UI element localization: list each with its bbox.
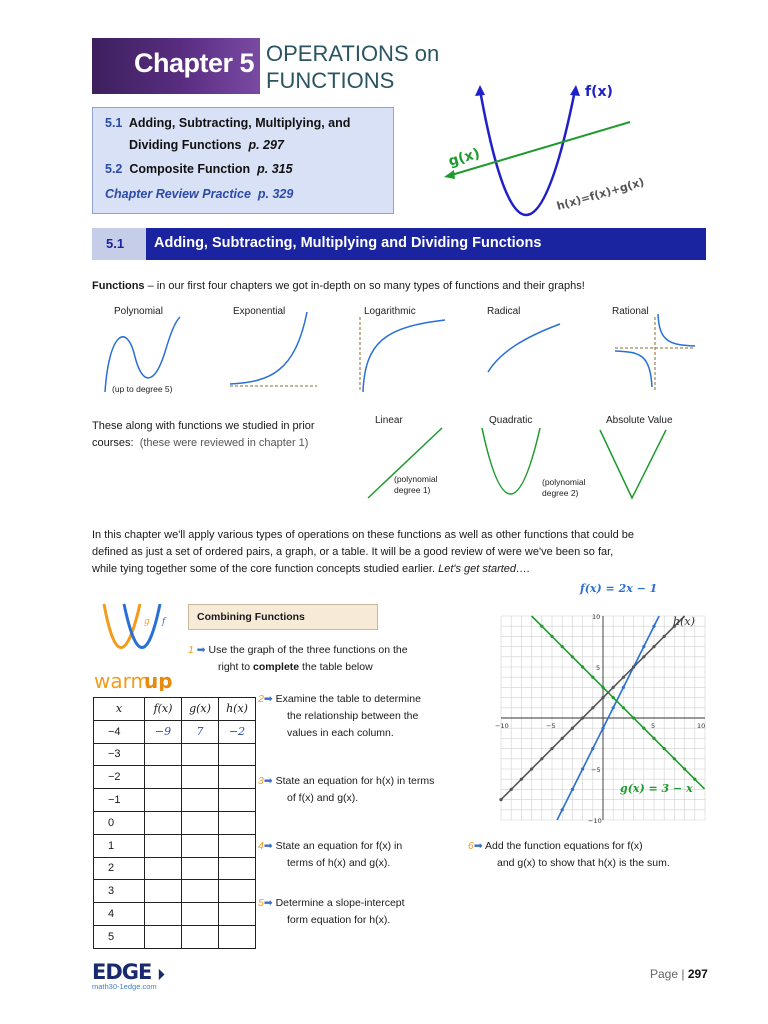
series-point (510, 788, 513, 791)
svg-text:g: g (144, 617, 150, 627)
arrow-icon: ➡ (196, 644, 206, 656)
function-types-row1 (95, 312, 735, 402)
series-point (581, 716, 584, 719)
series-point (642, 727, 645, 730)
header-f: f(x) (145, 698, 182, 721)
tick-label: −5 (591, 766, 601, 774)
series-point (561, 645, 564, 648)
series-point (622, 686, 625, 689)
tick-label: −5 (546, 722, 556, 730)
series-point (601, 727, 604, 730)
table-row: 0 (94, 811, 256, 834)
label-quadratic: Quadratic (489, 415, 533, 426)
series-point (663, 747, 666, 750)
label-rational: Rational (612, 306, 649, 317)
radical-curve (488, 324, 560, 372)
combining-functions-header: Combining Functions (188, 604, 378, 630)
table-row: −3 (94, 743, 256, 766)
chapter-title (266, 40, 439, 94)
label-radical: Radical (487, 306, 521, 317)
step-5: 5➡ Determine a slope-intercept form equation for h(x). (258, 897, 405, 926)
chapter-title-line2: FUNCTIONS (266, 68, 395, 93)
chapter-label: Chapter 5 (134, 48, 255, 78)
table-row: 4 (94, 903, 256, 926)
series-point (591, 676, 594, 679)
hero-graph (430, 80, 680, 220)
warmup-text-up: up (144, 669, 173, 691)
step-4: 4➡ State an equation for f(x) in terms of h(x) and g(x). (258, 840, 403, 869)
quadratic-curve (482, 428, 540, 494)
series-point (612, 706, 615, 709)
series-point (693, 778, 696, 781)
arrow-icon: ➡ (263, 840, 273, 852)
series-point (632, 665, 635, 668)
header-x: x (94, 698, 145, 721)
step-6: 6➡ Add the function equations for f(x) and g(x) to show that h(x) is the sum. (468, 840, 670, 869)
label-logarithmic: Logarithmic (364, 306, 416, 317)
section-title: Adding, Subtracting, Multiplying and Dividing Functions (154, 235, 542, 251)
hero-f-label: f(x) (585, 84, 613, 100)
series-point (642, 655, 645, 658)
series-point (540, 757, 543, 760)
series-point (571, 727, 574, 730)
series-point (571, 788, 574, 791)
table-header-row (94, 698, 256, 721)
series-point (652, 625, 655, 628)
section-bar (92, 228, 706, 260)
series-point (622, 706, 625, 709)
table-row: 1 (94, 834, 256, 857)
rational-curve-right (658, 314, 695, 346)
series-point (520, 778, 523, 781)
hero-h-label: h(x)=f(x)+g(x) (555, 175, 646, 213)
step-1: 1 ➡ Use the graph of the three functions on the right to complete the table below (188, 644, 408, 673)
table-row: 5 (94, 925, 256, 948)
series-point (673, 757, 676, 760)
step-2: 2➡ Examine the table to determine the relationship between the values in each column. (258, 693, 421, 739)
series-point (550, 747, 553, 750)
hero-arrow-right (570, 85, 580, 96)
step-3: 3➡ State an equation for h(x) in terms of f(x) and g(x). (258, 775, 435, 804)
tick-label: −10 (588, 817, 602, 825)
series-point (530, 767, 533, 770)
header-g: g(x) (182, 698, 219, 721)
series-line-1 (532, 616, 705, 789)
series-point (571, 655, 574, 658)
arrow-icon: ➡ (263, 693, 273, 705)
tick-label: 10 (697, 722, 706, 730)
tick-label: 10 (592, 613, 601, 621)
series-point (622, 676, 625, 679)
series-point (612, 696, 615, 699)
toc-item-5-1-cont[interactable]: Dividing Functions p. 297 (129, 138, 284, 152)
table-row: −1 (94, 789, 256, 812)
polynomial-curve (105, 317, 180, 392)
function-graph (490, 578, 715, 833)
hero-g-label: g(x) (446, 145, 482, 170)
series-point (601, 696, 604, 699)
series-point (561, 808, 564, 811)
log-curve (363, 320, 445, 392)
arrow-icon: ➡ (473, 840, 483, 852)
label-exponential: Exponential (233, 306, 286, 317)
label-linear: Linear (375, 415, 403, 426)
toc-item-5-2[interactable]: 5.2 Composite Function p. 315 (105, 162, 293, 176)
series-point (652, 645, 655, 648)
series-point (642, 645, 645, 648)
warmup-text-warm: warm (94, 669, 150, 691)
series-point (601, 686, 604, 689)
arrow-icon: ➡ (263, 897, 273, 909)
warmup-logo (92, 596, 182, 691)
tick-label: 5 (596, 664, 601, 672)
section-number: 5.1 (106, 236, 125, 251)
series-point (581, 665, 584, 668)
table-row: 3 (94, 880, 256, 903)
header-h: h(x) (219, 698, 256, 721)
series-point (652, 737, 655, 740)
quadratic-note: (polynomial degree 2) (542, 477, 586, 498)
page-number: Page | 297 (650, 967, 708, 981)
series-point (591, 747, 594, 750)
function-table (93, 697, 256, 949)
series-point (663, 635, 666, 638)
intro-line: Functions – in our first four chapters we got in-depth on so many types of functions and their graphs! (92, 280, 585, 292)
tick-label: 5 (651, 722, 656, 730)
svg-text:f: f (162, 617, 166, 627)
label-polynomial: Polynomial (114, 306, 163, 317)
toc-item-review[interactable]: Chapter Review Practice p. 329 (105, 187, 294, 201)
f-equation-label: f(x) = 2x − 1 (580, 582, 658, 595)
series-point (632, 716, 635, 719)
hero-arrow-left (475, 85, 485, 96)
series-point (581, 767, 584, 770)
absolute-value-curve (600, 430, 666, 498)
label-polynomial-note: (up to degree 5) (112, 384, 173, 394)
edge-logo: EDGE ⏵ math30-1edge.com (92, 960, 164, 991)
series-point (540, 625, 543, 628)
exponential-curve (230, 312, 307, 384)
table-row: −4 −9 7 −2 (94, 720, 256, 743)
prior-courses-text: These along with functions we studied in prior courses: (these were reviewed in chapter 1) (92, 420, 315, 449)
toc-item-5-1[interactable]: 5.1 Adding, Subtracting, Multiplying, and (105, 116, 351, 130)
series-point (561, 737, 564, 740)
label-absolute-value: Absolute Value (606, 415, 673, 426)
g-equation-label: g(x) = 3 − x (620, 782, 693, 795)
series-point (591, 706, 594, 709)
play-icon: ⏵ (157, 967, 164, 983)
site-url: math30-1edge.com (92, 982, 157, 991)
table-row: −2 (94, 766, 256, 789)
chapter-banner (92, 38, 260, 94)
section-number-box (92, 228, 146, 260)
rational-curve-left (615, 351, 652, 387)
series-point (550, 635, 553, 638)
chapter-title-line1: OPERATIONS on (266, 41, 440, 66)
table-row: 2 (94, 857, 256, 880)
linear-note: (polynomial degree 1) (394, 474, 438, 495)
tick-label: −10 (495, 722, 509, 730)
arrow-icon: ➡ (263, 775, 273, 787)
chapter-paragraph: In this chapter we'll apply various types of operations on these functions as well as other functions that could be defined as just a set of ordered pairs, a graph, or a table. It will be a good review of were we've been so far, while tying together some of the core function concepts studied earlier. Let's get started…. (92, 529, 635, 575)
h-label: h(x) (673, 615, 695, 628)
table-of-contents (92, 107, 394, 214)
series-point (499, 798, 502, 801)
hero-line-arrow (444, 170, 455, 179)
series-point (683, 767, 686, 770)
series-point (612, 686, 615, 689)
